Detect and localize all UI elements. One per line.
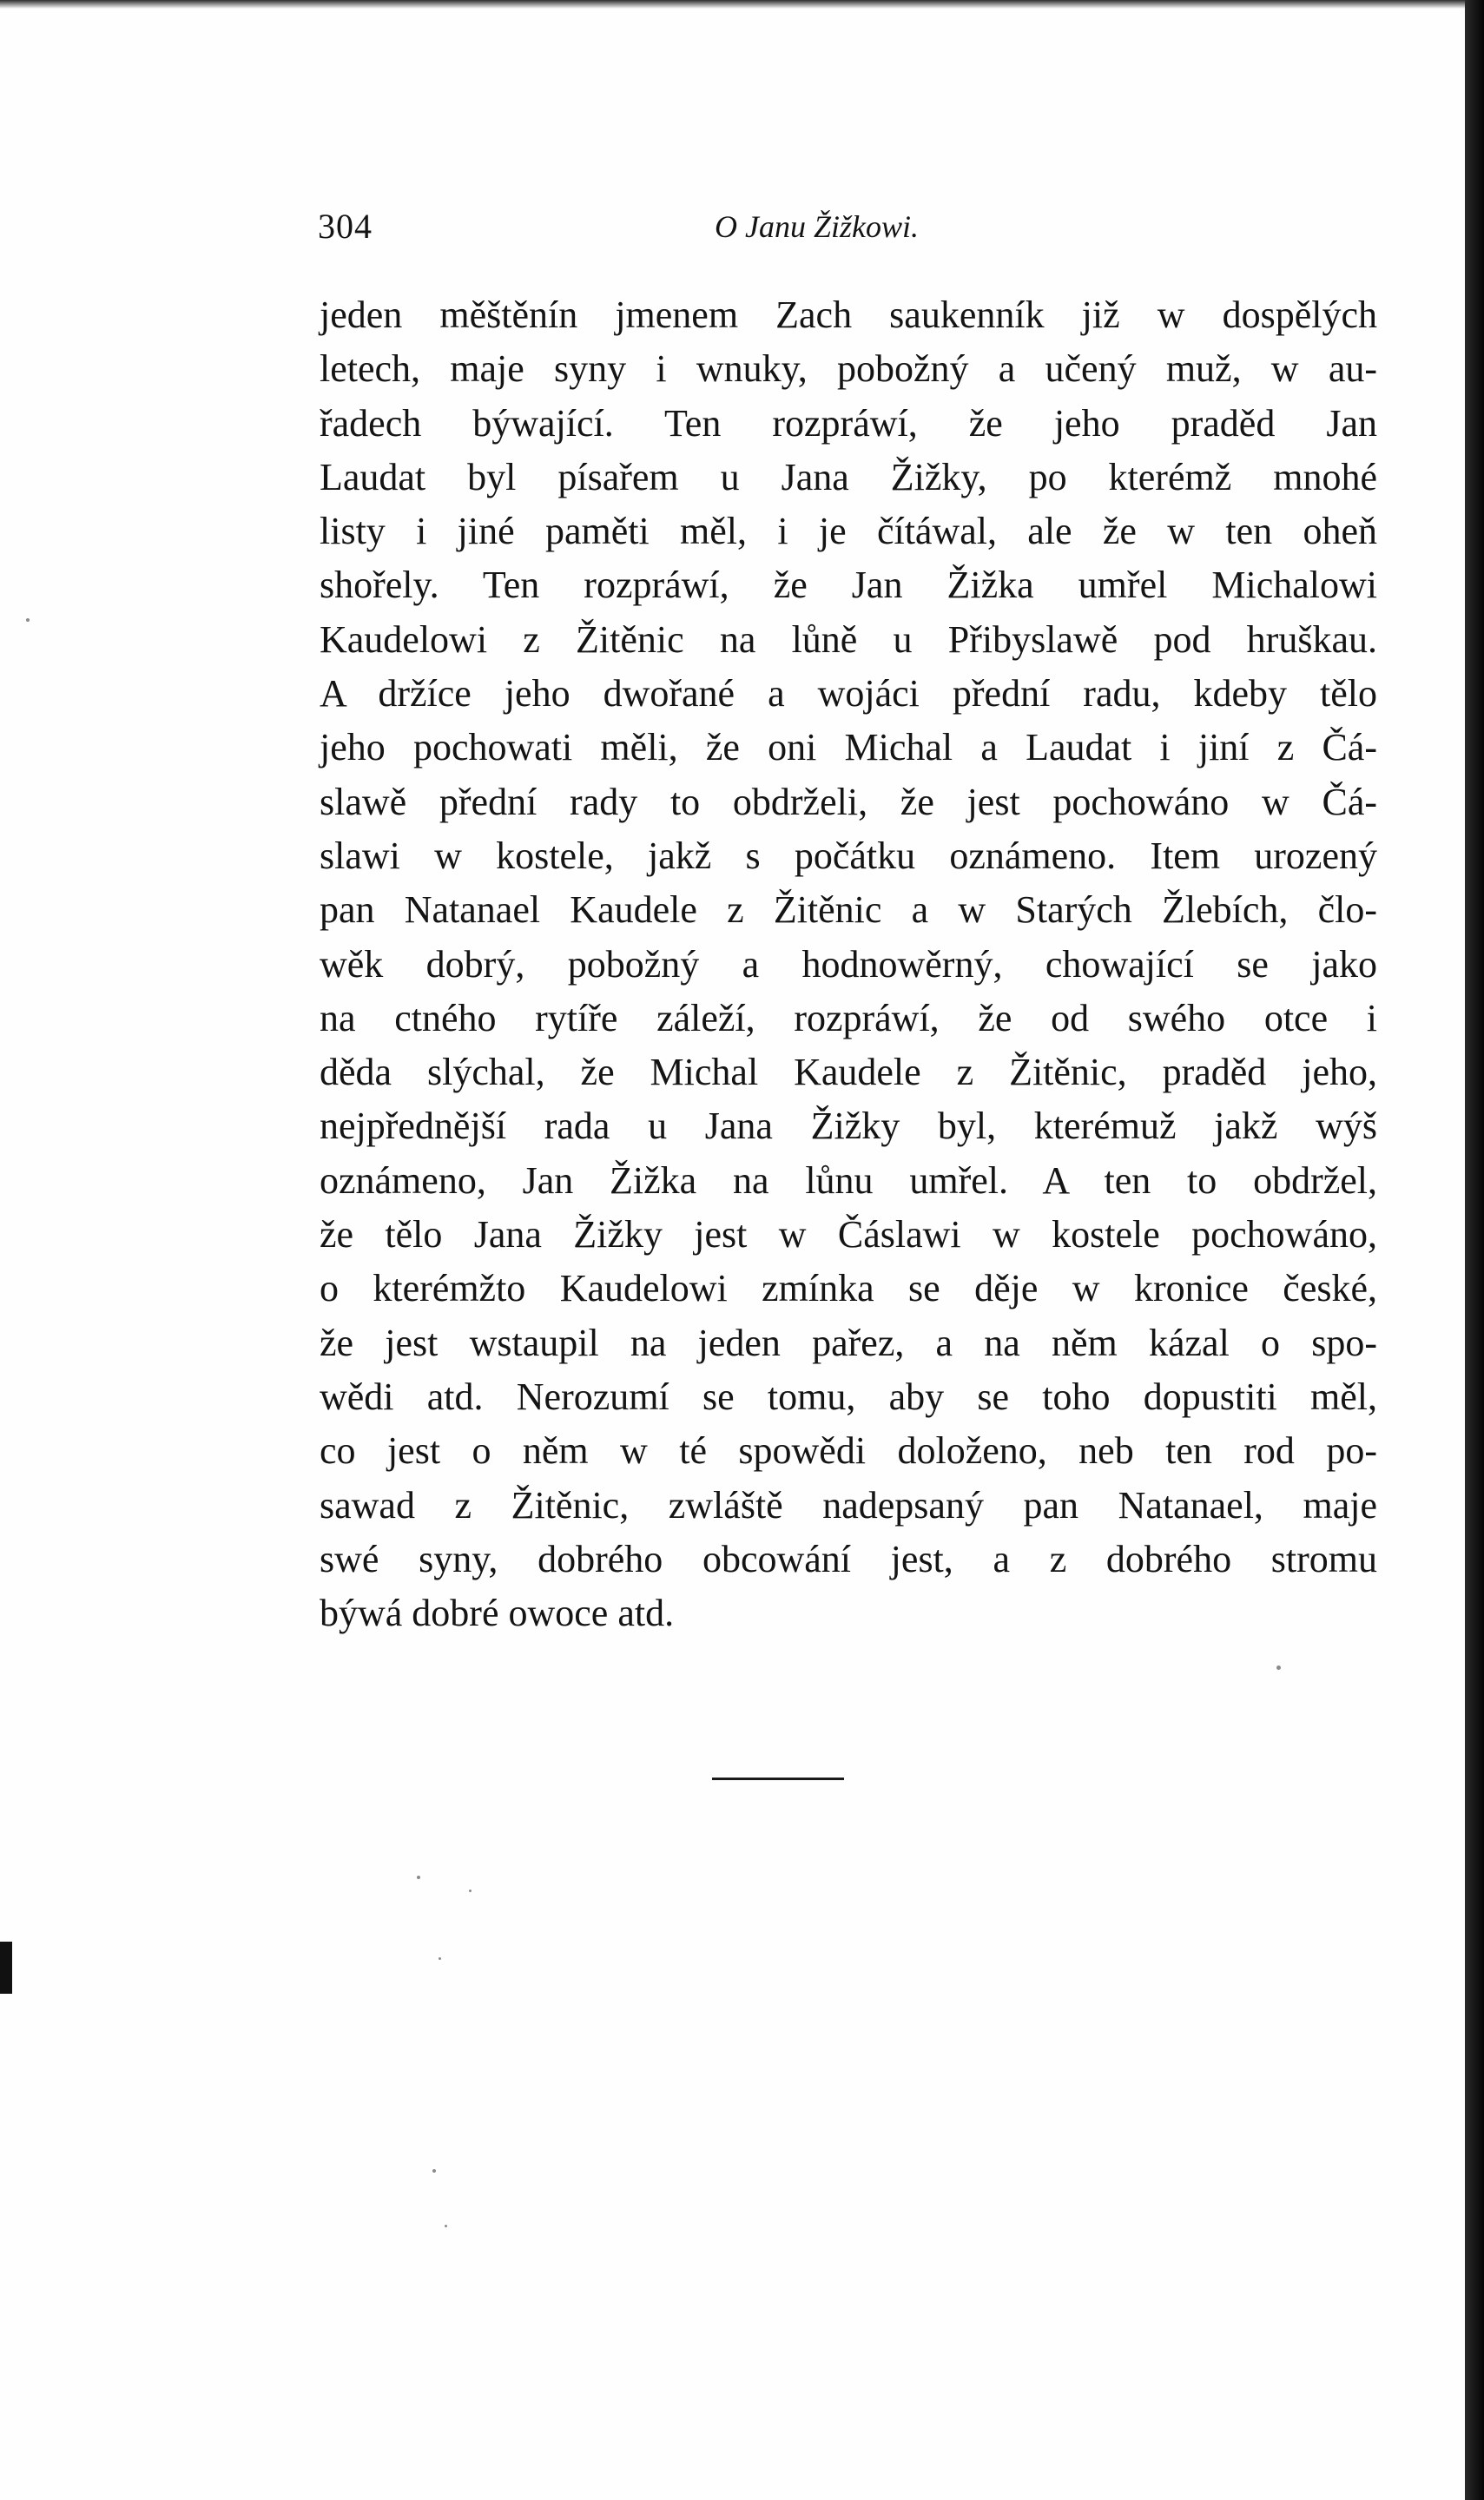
scan-speck [432,2169,436,2173]
page-header [318,205,1360,257]
text-line-last: býwá dobré owoce atd. [320,1592,675,1635]
text-line: pan Natanael Kaudele z Žitěnic a w Starých Žlebích, člo- [320,888,1377,932]
text-line: oznámeno, Jan Žižka na lůnu umřel. A ten to obdržel, [320,1158,1377,1202]
section-end-rule [712,1778,844,1780]
body-text [320,288,1377,1640]
text-line: že jest wstaupil na jeden pařez, a na něm kázal o spo- [320,1321,1377,1364]
text-line: nejpřednější rada u Jana Žižky byl, kterémuž jakž wýš [320,1105,1377,1148]
text-line: wědi atd. Nerozumí se tomu, aby se toho dopustiti měl, [320,1375,1377,1418]
text-line: wěk dobrý, pobožný a hodnowěrný, chowající se jako [320,942,1377,986]
text-line: řadech býwající. Ten rozpráwí, že jeho praděd Jan [320,401,1377,445]
text-line: slawě přední rady to obdrželi, že jest pochowáno w Čá- [320,780,1377,823]
text-line: letech, maje syny i wnuky, pobožný a učený muž, w au- [320,347,1377,391]
text-line: že tělo Jana Žižky jest w Čáslawi w kostele pochowáno, [320,1213,1377,1257]
text-line: o kterémžto Kaudelowi zmínka se děje w kronice české, [320,1267,1377,1310]
text-line: swé syny, dobrého obcowání jest, a z dobrého stromu [320,1537,1377,1580]
scan-speck [439,1957,441,1960]
scan-speck [445,2225,447,2227]
running-head: O Janu Žižkowi. [715,209,920,244]
text-line: Laudat byl písařem u Jana Žižky, po kterémž mnohé [320,455,1377,498]
text-line: Kaudelowi z Žitěnic na lůně u Přibyslawě pod hruškau. [320,617,1377,661]
scan-edge-right [1465,0,1484,2500]
scan-speck [26,618,30,622]
scan-speck [417,1876,420,1879]
scan-edge-left-mark [0,1942,12,1994]
text-line: na ctného rytíře záleží, rozpráwí, že od swého otce i [320,996,1377,1039]
text-line: co jest o něm w té spowědi doloženo, neb ten rod po- [320,1429,1377,1473]
text-line: jeden měštěnín jmenem Zach saukenník již w dospělých [320,294,1377,336]
text-line: A držíce jeho dwořané a wojáci přední radu, kdeby tělo [320,672,1377,716]
scan-speck [1276,1666,1281,1670]
text-line: jeho pochowati měli, že oni Michal a Laudat i jiní z Čá- [320,726,1377,769]
text-line: shořely. Ten rozpráwí, že Jan Žižka umřel Michalowi [320,564,1377,607]
scan-edge-top [0,0,1484,9]
page-number: 304 [318,207,373,246]
text-line: sawad z Žitěnic, zwláště nadepsaný pan Natanael, maje [320,1483,1377,1527]
text-line: slawi w kostele, jakž s počátku oznámeno. Item urozený [320,834,1377,877]
scan-speck [469,1890,472,1892]
text-line: děda slýchal, že Michal Kaudele z Žitěnic, praděd jeho, [320,1051,1377,1094]
text-line: listy i jiné paměti měl, i je čítáwal, ale že w ten oheň [320,510,1377,553]
